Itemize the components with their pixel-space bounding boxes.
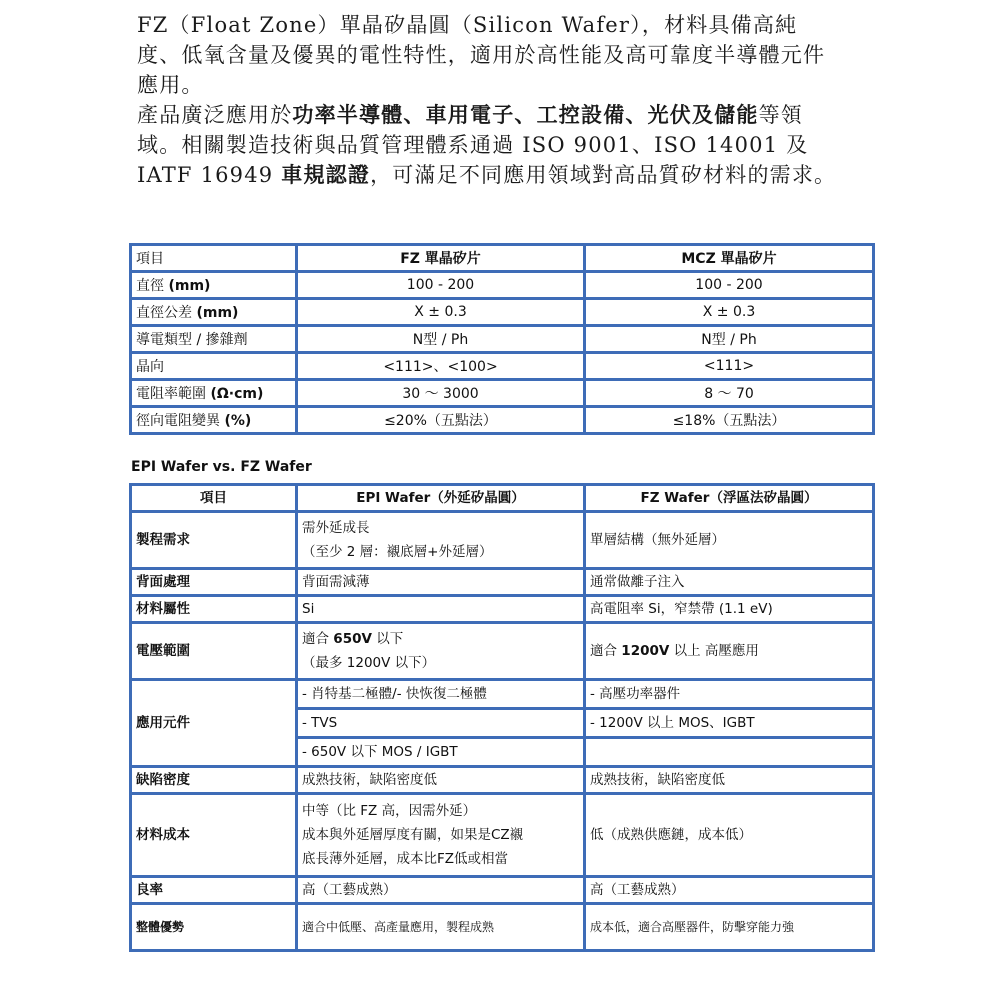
cmp-label: 製程需求 bbox=[131, 512, 297, 569]
cmp-epi-cell: 高（工藝成熟） bbox=[297, 877, 585, 904]
cmp-label: 良率 bbox=[131, 877, 297, 904]
cmp-label: 整體優勢 bbox=[131, 904, 297, 951]
cmp-epi-cell: 背面需減薄 bbox=[297, 569, 585, 596]
spec-row bbox=[131, 299, 874, 326]
cmp-fz-cell: 適合 1200V 以上 高壓應用 bbox=[585, 623, 874, 680]
cmp-row-yield bbox=[131, 877, 874, 904]
intro-p2-prefix: 產品廣泛應用於 bbox=[137, 103, 293, 127]
spec-row bbox=[131, 272, 874, 299]
spec-row-label: 直徑公差 (mm) bbox=[131, 299, 297, 326]
intro-text bbox=[137, 10, 837, 190]
cmp-fz-cell: 低（成熟供應鏈，成本低） bbox=[585, 794, 874, 877]
spec-row-mcz: X ± 0.3 bbox=[585, 299, 874, 326]
cmp-fz-cell: 成熟技術，缺陷密度低 bbox=[585, 767, 874, 794]
spec-row bbox=[131, 353, 874, 380]
cmp-epi-cell: 需外延成長 （至少 2 層：襯底層+外延層） bbox=[297, 512, 585, 569]
spec-row-mcz: ≤18%（五點法） bbox=[585, 407, 874, 434]
cmp-epi-cell: 適合 650V 以下 （最多 1200V 以下） bbox=[297, 623, 585, 680]
cmp-label: 應用元件 bbox=[131, 680, 297, 767]
spec-row-label: 電阻率範圍 (Ω·cm) bbox=[131, 380, 297, 407]
spec-row-fz: X ± 0.3 bbox=[297, 299, 585, 326]
cmp-header-row bbox=[131, 485, 874, 512]
intro-p2-bold2: 車規認證 bbox=[281, 162, 371, 187]
cmp-fz-cell bbox=[585, 738, 874, 767]
spec-row-fz: 100 - 200 bbox=[297, 272, 585, 299]
cmp-row-material bbox=[131, 596, 874, 623]
cmp-row-backside bbox=[131, 569, 874, 596]
spec-row-mcz: <111> bbox=[585, 353, 874, 380]
cmp-row-process bbox=[131, 512, 874, 569]
cmp-fz-cell: 高電阻率 Si，窄禁帶 (1.1 eV) bbox=[585, 596, 874, 623]
spec-header-item: 項目 bbox=[131, 245, 297, 272]
spec-row-mcz: 8 ～ 70 bbox=[585, 380, 874, 407]
spec-row-fz: 30 ～ 3000 bbox=[297, 380, 585, 407]
spec-row-mcz: N型 / Ph bbox=[585, 326, 874, 353]
spec-row-mcz: 100 - 200 bbox=[585, 272, 874, 299]
spec-row-label: 直徑 (mm) bbox=[131, 272, 297, 299]
cmp-fz-cell: - 高壓功率器件 bbox=[585, 680, 874, 709]
spec-row-label: 徑向電阻變異 (%) bbox=[131, 407, 297, 434]
comparison-table bbox=[129, 483, 875, 952]
cmp-header-item: 項目 bbox=[131, 485, 297, 512]
cmp-row-voltage bbox=[131, 623, 874, 680]
cmp-header-fz: FZ Wafer（浮區法矽晶圓） bbox=[585, 485, 874, 512]
cmp-label: 材料成本 bbox=[131, 794, 297, 877]
cmp-fz-cell: - 1200V 以上 MOS、IGBT bbox=[585, 709, 874, 738]
spec-header-mcz: MCZ 單晶矽片 bbox=[585, 245, 874, 272]
cmp-row-overall bbox=[131, 904, 874, 951]
spec-row bbox=[131, 380, 874, 407]
cmp-epi-cell: - 肖特基二極體/- 快恢復二極體 bbox=[297, 680, 585, 709]
cmp-row-cost bbox=[131, 794, 874, 877]
spec-table bbox=[129, 243, 875, 435]
intro-p2-suffix: ，可滿足不同應用領域對高品質矽材料的需求。 bbox=[370, 163, 837, 187]
intro-p2-bold: 功率半導體、車用電子、工控設備、光伏及儲能 bbox=[292, 102, 759, 127]
spec-row-label: 晶向 bbox=[131, 353, 297, 380]
cmp-label: 缺陷密度 bbox=[131, 767, 297, 794]
comparison-caption: EPI Wafer vs. FZ Wafer bbox=[131, 459, 312, 475]
cmp-row-defect bbox=[131, 767, 874, 794]
cmp-label: 材料屬性 bbox=[131, 596, 297, 623]
cmp-fz-cell: 高（工藝成熟） bbox=[585, 877, 874, 904]
cmp-epi-cell: 成熟技術，缺陷密度低 bbox=[297, 767, 585, 794]
spec-row bbox=[131, 407, 874, 434]
cmp-header-epi: EPI Wafer（外延矽晶圓） bbox=[297, 485, 585, 512]
cmp-fz-cell: 成本低，適合高壓器件，防擊穿能力強 bbox=[585, 904, 874, 951]
cmp-epi-cell: - TVS bbox=[297, 709, 585, 738]
spec-row bbox=[131, 326, 874, 353]
cmp-epi-cell: 適合中低壓、高產量應用，製程成熟 bbox=[297, 904, 585, 951]
spec-row-fz: <111>、<100> bbox=[297, 353, 585, 380]
spec-row-fz: ≤20%（五點法） bbox=[297, 407, 585, 434]
cmp-epi-cell: Si bbox=[297, 596, 585, 623]
cmp-label: 電壓範圍 bbox=[131, 623, 297, 680]
spec-row-fz: N型 / Ph bbox=[297, 326, 585, 353]
cmp-label: 背面處理 bbox=[131, 569, 297, 596]
cmp-row-apps bbox=[131, 680, 874, 709]
intro-p2-mid: 等領域。相關製造技術與品質管理體系通過 ISO 9001、ISO 14001 及 IATF 16949 bbox=[137, 103, 809, 187]
cmp-fz-cell: 單層結構（無外延層） bbox=[585, 512, 874, 569]
intro-paragraph-2 bbox=[137, 100, 837, 190]
spec-header-fz: FZ 單晶矽片 bbox=[297, 245, 585, 272]
intro-paragraph-1: FZ（Float Zone）單晶矽晶圓（Silicon Wafer），材料具備高純度、低氧含量及優異的電性特性，適用於高性能及高可靠度半導體元件應用。 bbox=[137, 13, 826, 97]
spec-row-label: 導電類型 / 摻雜劑 bbox=[131, 326, 297, 353]
cmp-epi-cell: 中等（比 FZ 高，因需外延） 成本與外延層厚度有關，如果是CZ襯 底長薄外延層，成本比FZ低或相當 bbox=[297, 794, 585, 877]
spec-header-row bbox=[131, 245, 874, 272]
cmp-epi-cell: - 650V 以下 MOS / IGBT bbox=[297, 738, 585, 767]
cmp-fz-cell: 通常做離子注入 bbox=[585, 569, 874, 596]
